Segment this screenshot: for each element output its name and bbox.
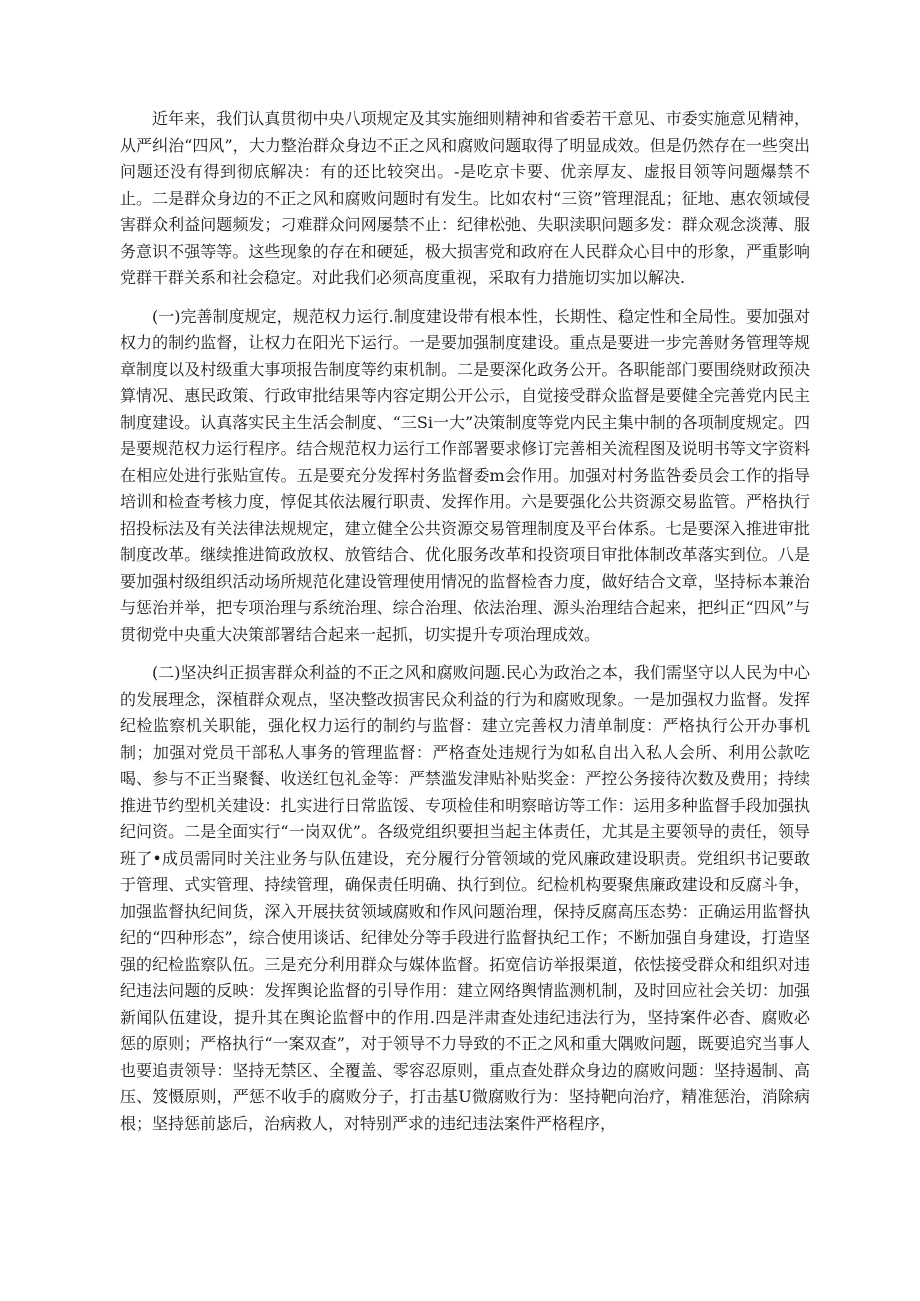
paragraph-intro: 近年来，我们认真贯彻中央八项规定及其实施细则精神和省委若干意见、市委实施意见精神，从严纠治“四风”，大力整治群众身边不正之风和腐败问题取得了明显成效。但是仍然存在一些突出问题还没有得到彻底解决：有的还比较突出。-是吃京卡要、优亲厚友、虚报目领等问题爆禁不止。二是群众身边的不正之风和腐败问题时有发生。比如农村“三资”管理混乱；征地、惠农领域侵害群众利益问题频发；刁难群众问网屡禁不止：纪律松弛、失职渎职问题多发：群众观念淡薄、服务意识不强等等。这些现象的存在和硬延，极大损害党和政府在人民群众心目中的形象，严重影响党群干群关系和社会稳定。对此我们必须高度重视，采取有力措施切实加以解决. xyxy=(120,109,810,287)
document-body xyxy=(120,106,810,1137)
paragraph-section-1: (一)完善制度规定，规范权力运行.制度建设带有根本性，长期性、稳定性和全局性。要加强对权力的制约监督，让权力在阳光下运行。一是要加强制度建设。重点是要进一步完善财务管理等规章制度以及村级重大事项报告制度等约束机制。二是要深化政务公开。各职能部门要围绕财政预决算情况、惠民政策、行政审批结果等内容定期公开公示，自觉接受群众监督是要健全完善党内民主制度建设。认真落实民主生活会制度、“三Si一大”决策制度等党内民主集中制的各项制度规定。四是要规范权力运行程序。结合规范权力运行工作部署要求修订完善相关流程图及说明书等文字资料在相应处进行张贴宣传。五是要充分发挥村务监督委m会作用。加强对村务监咎委员会工作的指导培训和检查考核力度，惇促其依法履行职责、发挥作用。六是要强化公共资源交易监管。严格执行招投标法及有关法律法规规定，建立健全公共资源交易管理制度及平台体系。七是要深入推进审批制度改革。继续推进简政放权、放管结合、优化服务改革和投资项目审批体制改革落实到位。八是要加强村级组织活动场所规范化建设管理使用情况的监督检杳力度，做好结合文章，坚持标本兼治与惩治并举，把专项治理与系统治理、综合治理、依法治理、源头治理结合起来，把纠正“四风”与贯彻党中央重大决策部署结合起来一起抓，切实提升专项治理成效。 xyxy=(120,306,810,644)
paragraph-section-2: (二)坚决纠正损害群众利益的不正之风和腐败问题.民心为政治之本，我们需坚守以人民为中心的发展理念，深植群众观点，坚决整改损害民众利益的行为和腐败现象。一是加强权力监督。发挥纪检监察机关职能，强化权力运行的制约与监督：建立完善权力清单制度：严格执行公开办事机制；加强对党员干部私人事务的管理监督：严格查处违规行为如私自出入私人会所、利用公款吃喝、参与不正当聚餐、收送红包礼金等：严禁滥发津贴补贴奖金：严控公务接待次数及费用；持续推进节约型机关建设：扎实进行日常监馁、专项检佳和明察暗访等工作：运用多种监督手段加强执纪问资。二是全面实行“一岗双优”。各级党组织要担当起主体责任，尤其是主要领导的责任，领导班了•成员需同时关注业务与队伍建设，充分履行分管领域的党风廉政建设职责。党组织书记要敢于管理、式实管理、持续管理，确保责任明确、执行到位。纪检机构要聚焦廉政建设和反腐斗争，加强监督执纪间货，深入开展扶贫领域腐败和作风问题治理，保持反腐高压态势：正确运用监督执纪的“四种形态”，综合使用谈话、纪律处分等手段进行监督执纪工作；不断加强自身建设，打造坚强的纪检监察队伍。三是充分利用群众与媒体监督。拓宽信访举报渠道，依怯接受群众和组织对违纪违法问题的反映：发挥舆论监督的引导作用：建立网络舆情监测机制，及时回应社会关切：加强新闻队伍建设，提升其在舆论监督中的作用.四是泮肃查处违纪违法行为，坚持案件必杳、腐败必惩的原则；严格执行“一案双查”，对于领导不力导致的不正之风和重大隅败问题，既要追究当事人也要追责领导：坚持无禁区、全覆盖、零容忍原则，重点查处群众身边的腐败问题：坚持遏制、高压、笈慑原则，严惩不收手的腐败分子，打击基U微腐败行为：坚持靶向治疗，精准惩治，消除病根；坚持惩前毖后，治病救人，对特别严求的违纪违法案件严格程序， xyxy=(120,663,810,1133)
